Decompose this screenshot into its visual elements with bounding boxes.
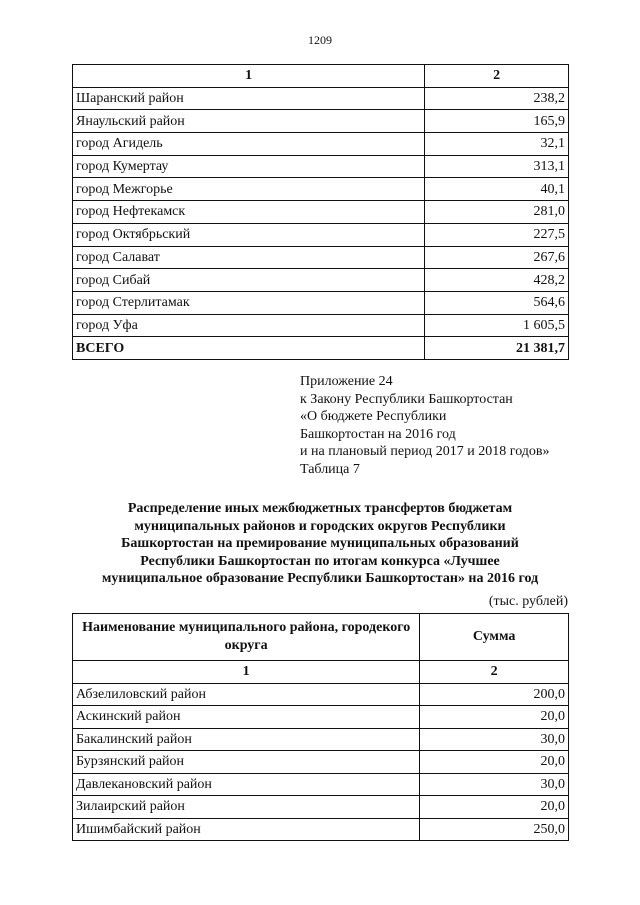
table-row <box>73 314 569 337</box>
amount-value: 32,1 <box>425 133 569 156</box>
header-name: Наименование муниципального района, городекого округа <box>73 614 420 661</box>
territory-name: Зилаирский район <box>73 796 420 819</box>
amount-value: 313,1 <box>425 155 569 178</box>
table-row <box>73 155 569 178</box>
header-row <box>73 614 569 661</box>
amount-value: 238,2 <box>425 87 569 110</box>
territory-name: Бакалинский район <box>73 728 420 751</box>
table-row <box>73 773 569 796</box>
table-row <box>73 706 569 729</box>
amount-value: 250,0 <box>420 818 569 841</box>
table-row <box>73 269 569 292</box>
territory-name: город Уфа <box>73 314 425 337</box>
transfers-table <box>72 613 569 841</box>
amount-value: 564,6 <box>425 291 569 314</box>
column-number-2: 2 <box>425 65 569 88</box>
title-line: муниципальных районов и городских округов Республики <box>134 518 506 534</box>
table-row <box>73 223 569 246</box>
table-row <box>73 246 569 269</box>
territory-name: город Салават <box>73 246 425 269</box>
territory-name: ВСЕГО <box>73 337 425 360</box>
territory-name: Ишимбайский район <box>73 818 420 841</box>
amount-value: 165,9 <box>425 110 569 133</box>
table-row <box>73 87 569 110</box>
amount-value: 20,0 <box>420 751 569 774</box>
amount-value: 200,0 <box>420 683 569 706</box>
header-sum: Сумма <box>420 614 569 661</box>
table-row <box>73 291 569 314</box>
column-number-1: 1 <box>73 65 425 88</box>
table-row <box>73 751 569 774</box>
territory-name: город Агидель <box>73 133 425 156</box>
document-title <box>60 500 580 588</box>
appendix-line: Приложение 24 <box>300 374 393 389</box>
territory-name: Янаульский район <box>73 110 425 133</box>
amount-value: 1 605,5 <box>425 314 569 337</box>
table-row <box>73 110 569 133</box>
amount-value: 267,6 <box>425 246 569 269</box>
appendix-line: и на плановый период 2017 и 2018 годов» <box>300 444 550 459</box>
territory-name: Бурзянский район <box>73 751 420 774</box>
page-number: 1209 <box>308 33 332 47</box>
table-row <box>73 133 569 156</box>
territory-name: город Межгорье <box>73 178 425 201</box>
title-line: Башкортостан на премирование муниципальных образований <box>121 536 519 551</box>
appendix-line: «О бюджете Республики <box>300 409 447 424</box>
amount-value: 281,0 <box>425 201 569 224</box>
table-row <box>73 201 569 224</box>
amount-value: 428,2 <box>425 269 569 292</box>
amount-value: 30,0 <box>420 773 569 796</box>
title-line: муниципальное образование Республики Башкортостан» на 2016 год <box>101 571 539 586</box>
territory-name: город Стерлитамак <box>73 291 425 314</box>
territory-name: город Нефтекамск <box>73 201 425 224</box>
territory-name: Аскинский район <box>73 706 420 729</box>
table-row <box>73 818 569 841</box>
table-label: Таблица 7 <box>300 461 360 477</box>
column-number-2: 2 <box>420 661 569 684</box>
total-row <box>73 337 569 360</box>
territory-name: Давлекановский район <box>73 773 420 796</box>
territory-name: Шаранский район <box>73 87 425 110</box>
title-line: Распределение иных межбюджетных трансфертов бюджетам <box>127 501 513 516</box>
table-row <box>73 728 569 751</box>
amount-value: 30,0 <box>420 728 569 751</box>
table-continuation <box>72 64 569 360</box>
column-number-row <box>73 661 569 684</box>
amount-value: 40,1 <box>425 178 569 201</box>
amount-value: 20,0 <box>420 706 569 729</box>
column-number-1: 1 <box>73 661 420 684</box>
table-row <box>73 796 569 819</box>
units-label: (тыс. рублей) <box>488 594 568 609</box>
territory-name: город Октябрьский <box>73 223 425 246</box>
amount-value: 21 381,7 <box>425 337 569 360</box>
territory-name: город Кумертау <box>73 155 425 178</box>
title-line: Республики Башкортостан по итогам конкурса «Лучшее <box>140 553 500 569</box>
appendix-line: к Закону Республики Башкортостан <box>300 391 513 407</box>
territory-name: Абзелиловский район <box>73 683 420 706</box>
appendix-reference <box>300 373 550 478</box>
appendix-line: Башкортостан на 2016 год <box>300 426 456 442</box>
column-number-row <box>73 65 569 88</box>
table-row <box>73 178 569 201</box>
amount-value: 227,5 <box>425 223 569 246</box>
territory-name: город Сибай <box>73 269 425 292</box>
amount-value: 20,0 <box>420 796 569 819</box>
table-row <box>73 683 569 706</box>
